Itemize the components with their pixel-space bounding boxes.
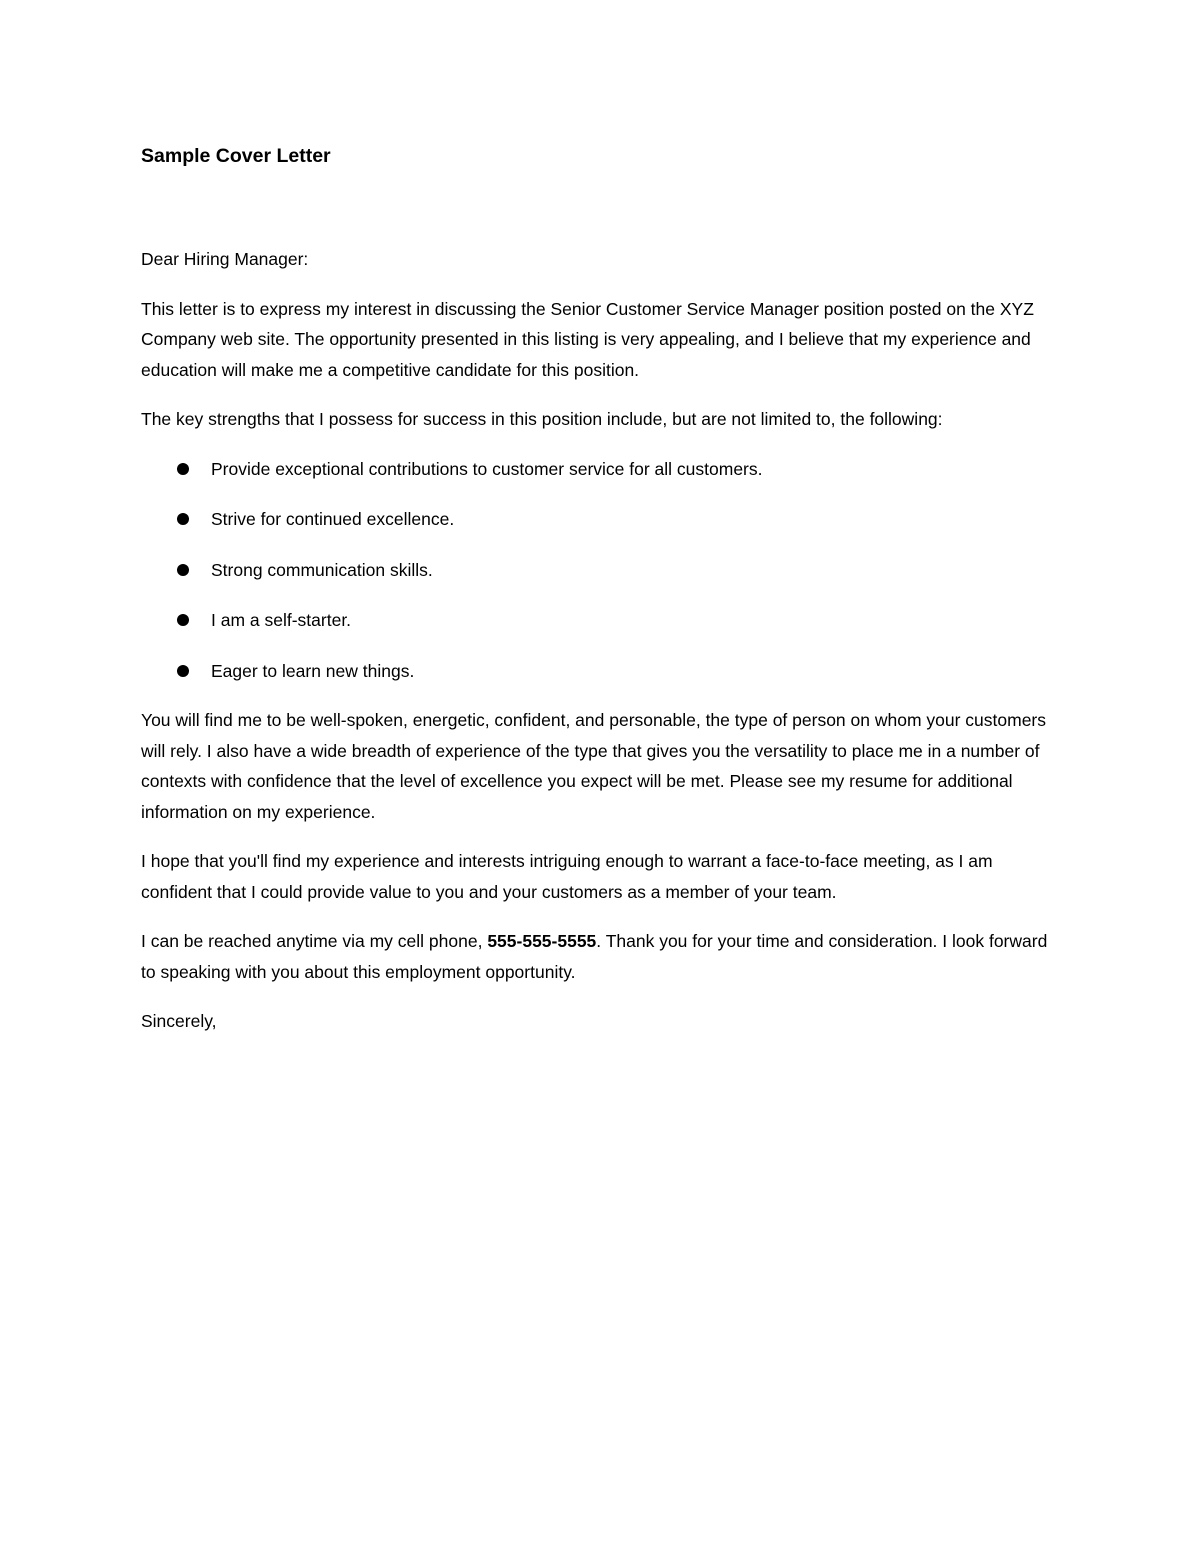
interest-paragraph: I hope that you'll find my experience and interests intriguing enough to warrant a face-to-face meeting, as I am confident that I could provide value to you and your customers as a member of your team. [141, 851, 993, 902]
list-item-text: I am a self-starter. [211, 610, 352, 630]
closing: Sincerely, [141, 1011, 217, 1031]
list-item [141, 605, 1056, 636]
list-item [141, 656, 1056, 687]
bullet-icon [177, 513, 189, 525]
salutation: Dear Hiring Manager: [141, 249, 309, 269]
list-item-text: Eager to learn new things. [211, 660, 415, 681]
intro-paragraph: This letter is to express my interest in discussing the Senior Customer Service Manager position posted on the XYZ Company web site. The opportunity presented in this listing is very appealing, and I believe that my experience and education will make me a competitive candidate for this position. [141, 298, 1034, 380]
bullet-icon [177, 665, 189, 677]
strengths-intro: The key strengths that I possess for success in this position include, but are not limited to, the following: [141, 409, 943, 429]
list-item-text: Strong communication skills. [211, 559, 433, 580]
bullet-icon [177, 564, 189, 576]
list-item [141, 454, 1056, 485]
letter-title: Sample Cover Letter [141, 145, 331, 167]
contact-text-before: I can be reached anytime via my cell phone, [141, 931, 488, 951]
list-item [141, 504, 1056, 535]
phone-number: 555-555-5555 [487, 931, 597, 951]
experience-paragraph: You will find me to be well-spoken, energetic, confident, and personable, the type of person on whom your customers will rely. I also have a wide breadth of experience of the type that gives you the versatility to place me in a number of contexts with confidence that the level of excellence you expect will be met. Please see my resume for additional information on my experience. [141, 710, 1047, 822]
list-item-text: Provide exceptional contributions to customer service for all customers. [211, 458, 763, 479]
list-item-text: Strive for continued excellence. [211, 509, 455, 529]
contact-text-after: . Thank you for your time and consideration. I look forward to speaking with you about this employment opportunity. [141, 931, 1048, 982]
bullet-icon [177, 463, 189, 475]
cover-letter [141, 141, 1056, 1037]
bullet-icon [177, 614, 189, 626]
strengths-list [141, 454, 1056, 687]
contact-paragraph [141, 926, 1056, 987]
list-item [141, 555, 1056, 586]
